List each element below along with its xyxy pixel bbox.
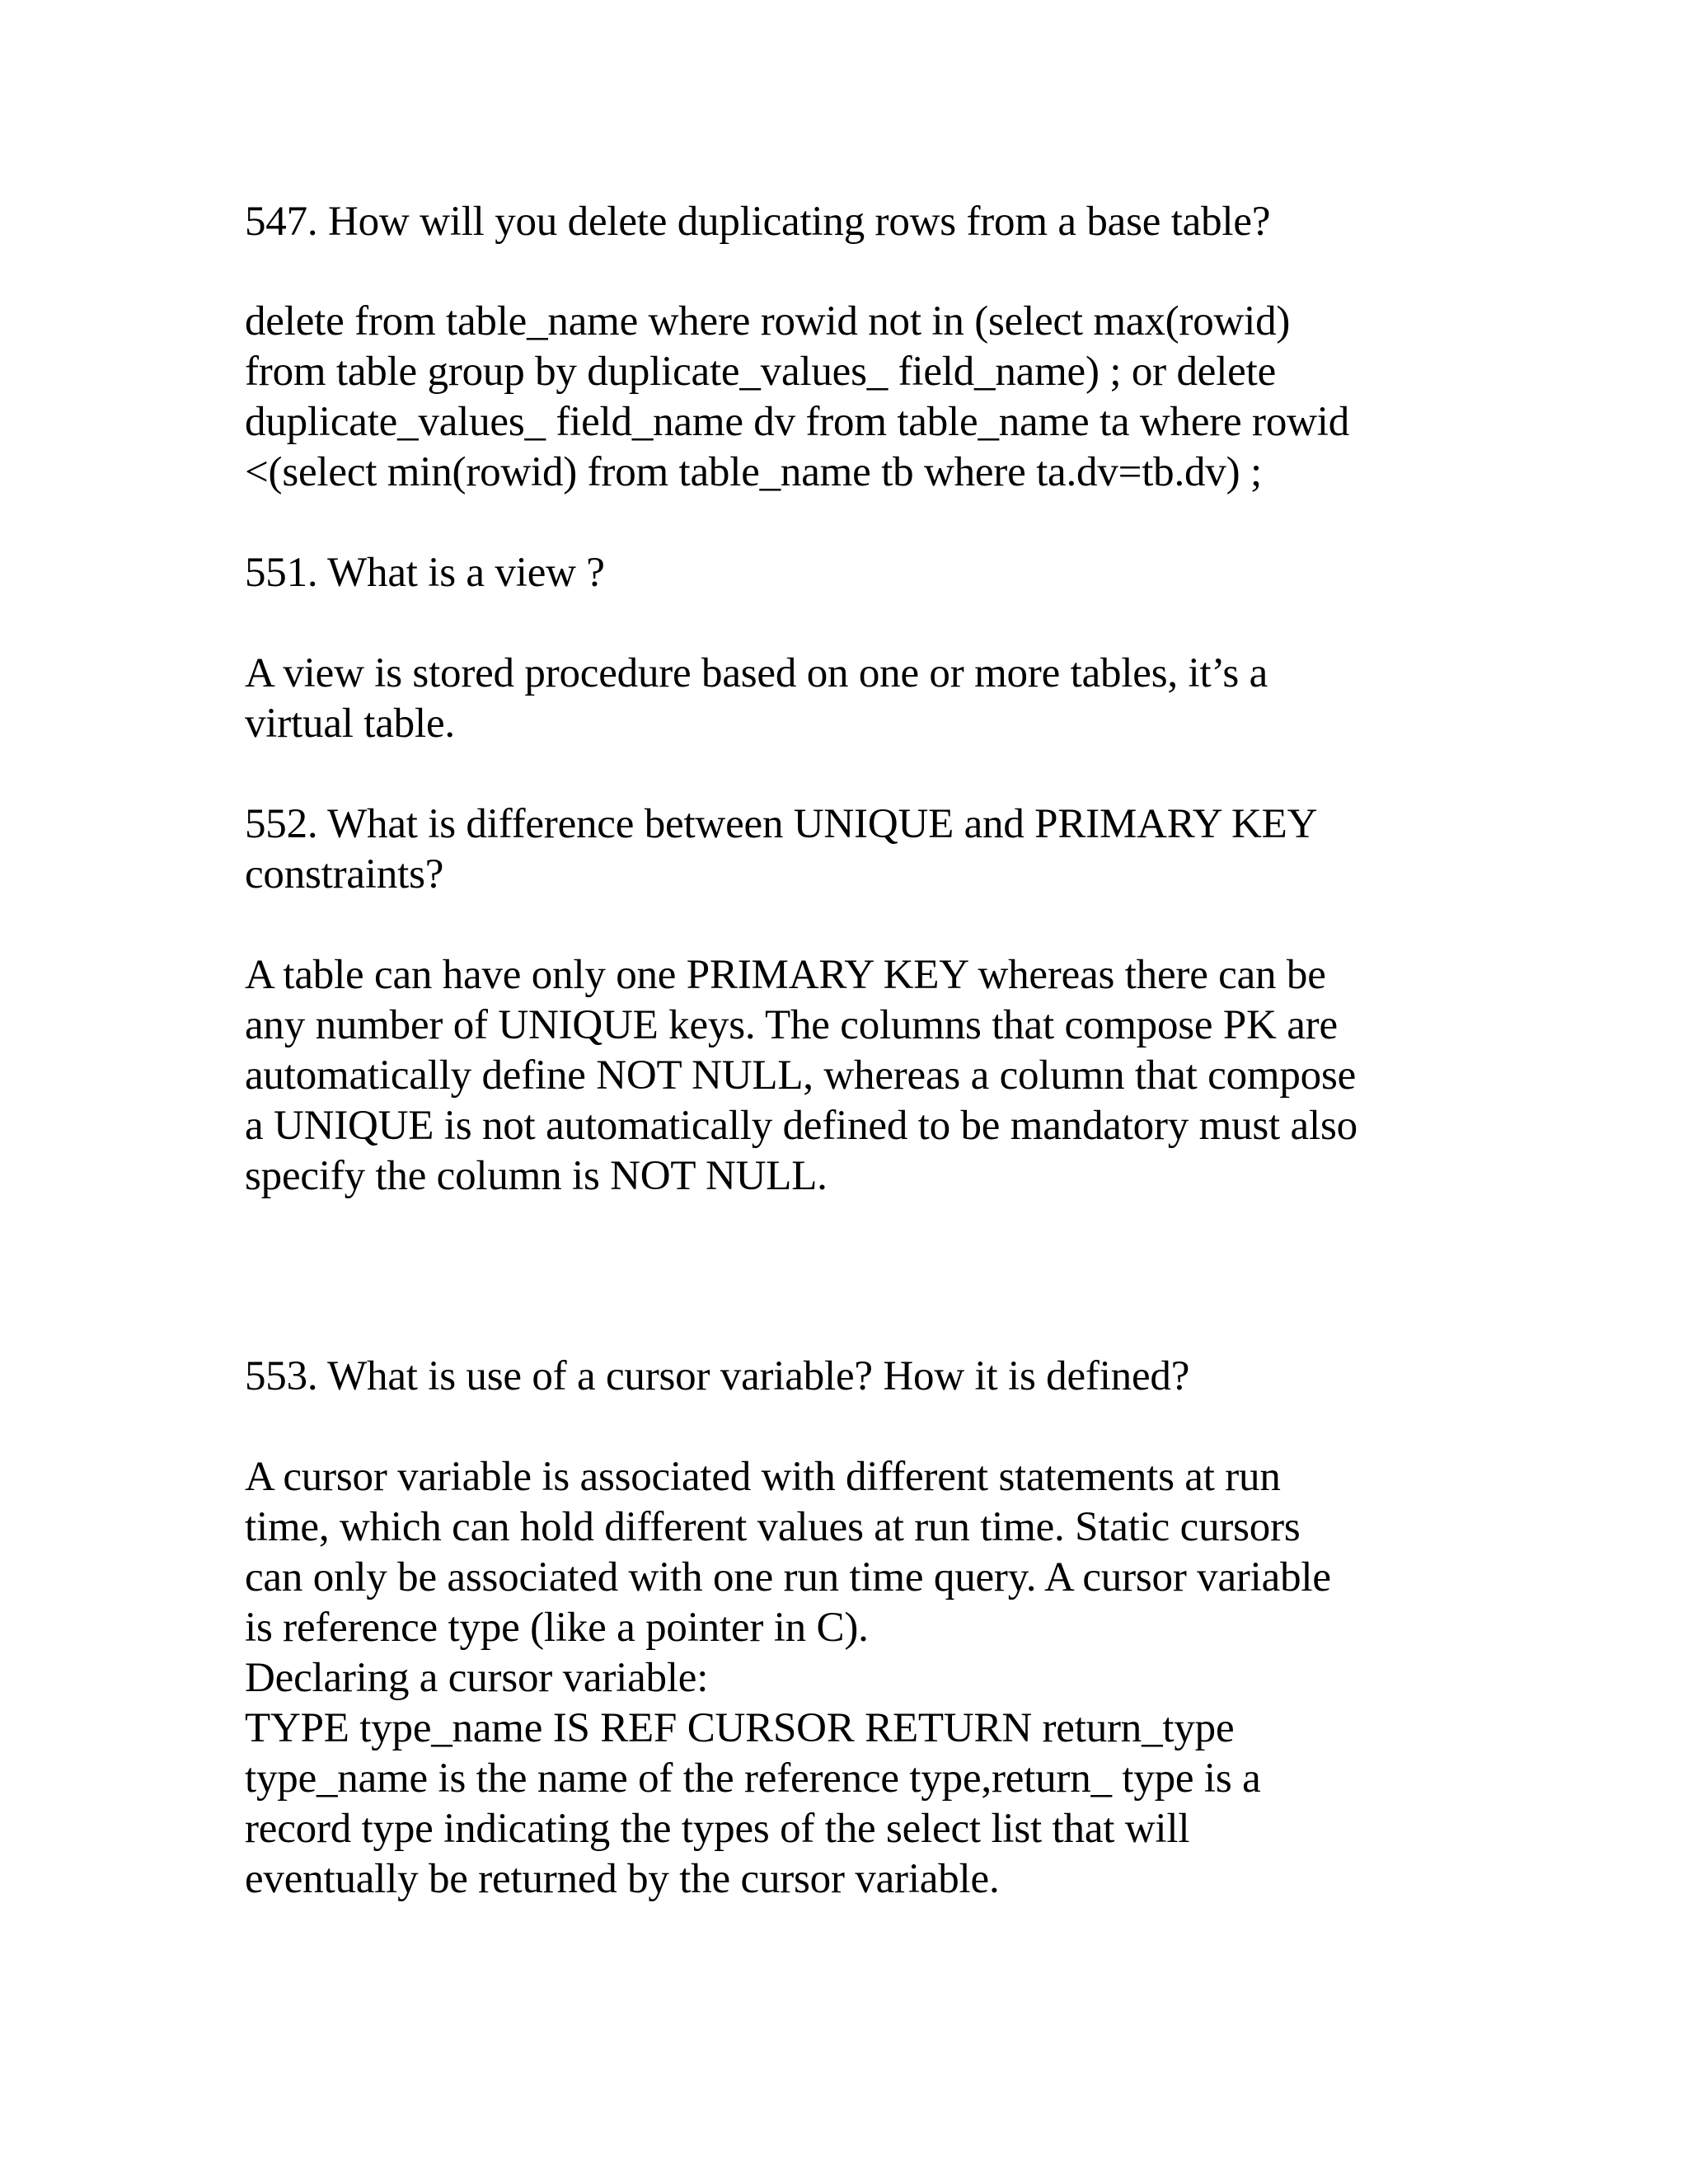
answer-547-line: duplicate_values_ field_name dv from table_name ta where rowid [245, 399, 1350, 445]
answer-553-line: TYPE type_name IS REF CURSOR RETURN return_type [245, 1705, 1235, 1751]
answer-552-line: automatically define NOT NULL, whereas a column that compose [245, 1052, 1357, 1099]
answer-547-line: delete from table_name where rowid not in (select max(rowid) [245, 298, 1291, 344]
answer-551 [245, 649, 1448, 749]
answer-547-line: from table group by duplicate_values_ field_name) ; or delete [245, 349, 1277, 395]
answer-553-line: is reference type (like a pointer in C). [245, 1605, 869, 1651]
question-547 [245, 197, 1448, 247]
answer-552-line: a UNIQUE is not automatically defined to be mandatory must also [245, 1103, 1357, 1149]
answer-552-line: A table can have only one PRIMARY KEY whereas there can be [245, 952, 1326, 998]
answer-552-line: any number of UNIQUE keys. The columns that compose PK are [245, 1002, 1338, 1048]
answer-552-line: specify the column is NOT NULL. [245, 1153, 828, 1199]
question-551-line: 551. What is a view ? [245, 550, 605, 596]
answer-553-line: Declaring a cursor variable: [245, 1655, 709, 1701]
answer-553-line: A cursor variable is associated with different statements at run [245, 1454, 1281, 1500]
answer-553-line: time, which can hold different values at run time. Static cursors [245, 1504, 1301, 1550]
question-553 [245, 1352, 1448, 1402]
answer-553-line: can only be associated with one run time query. A cursor variable [245, 1554, 1331, 1601]
question-552-line: constraints? [245, 851, 444, 898]
answer-553-line: type_name is the name of the reference type,return_ type is a [245, 1755, 1261, 1802]
question-552-line: 552. What is difference between UNIQUE and PRIMARY KEY [245, 801, 1318, 847]
answer-553-line: eventually be returned by the cursor variable. [245, 1856, 1000, 1902]
answer-553 [245, 1452, 1448, 1905]
answer-551-line: virtual table. [245, 701, 455, 747]
answer-552 [245, 950, 1448, 1202]
question-552 [245, 799, 1448, 900]
question-547-line: 547. How will you delete duplicating rows from a base table? [245, 199, 1271, 245]
question-551 [245, 548, 1448, 598]
answer-547 [245, 297, 1448, 498]
answer-553-line: record type indicating the types of the select list that will [245, 1806, 1190, 1852]
question-553-line: 553. What is use of a cursor variable? How it is defined? [245, 1353, 1190, 1399]
answer-551-line: A view is stored procedure based on one or more tables, it’s a [245, 650, 1268, 696]
answer-547-line: <(select min(rowid) from table_name tb where ta.dv=tb.dv) ; [245, 449, 1262, 495]
